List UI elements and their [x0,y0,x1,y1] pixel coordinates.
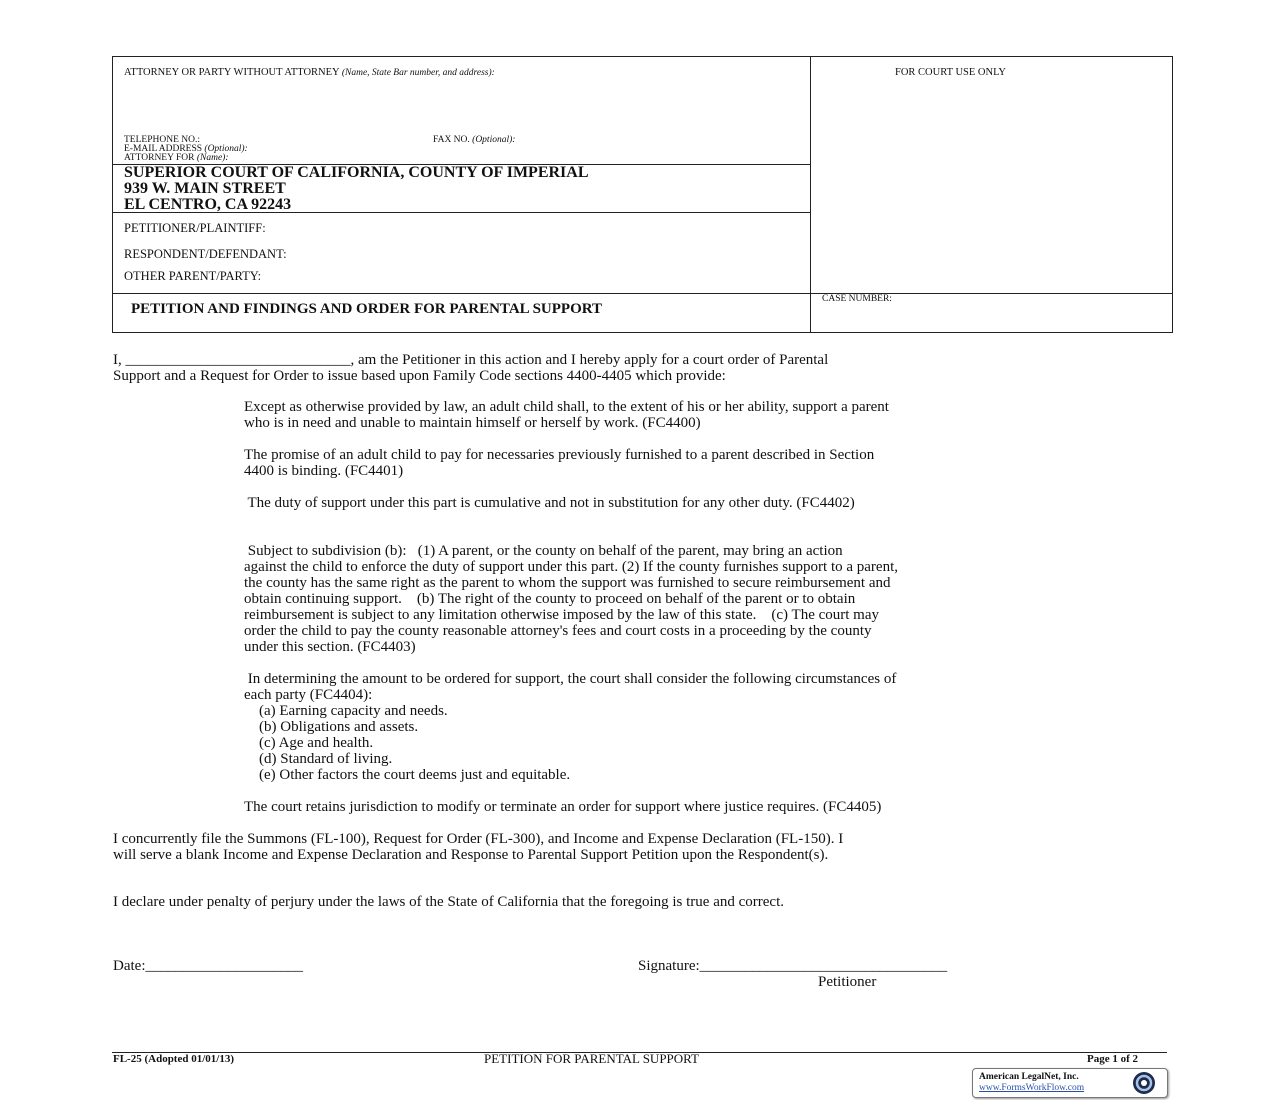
fc4404-item-c: (c) Age and health. [259,735,374,751]
court-street: 939 W. MAIN STREET [124,180,286,197]
court-city: EL CENTRO, CA 92243 [124,196,292,213]
fc4404-line-1: In determining the amount to be ordered for support, the court shall consider the following circumstances of [244,671,897,687]
case-number-label: CASE NUMBER: [822,294,892,304]
fc4404-line-2: each party (FC4404): [244,687,373,703]
vendor-logo-icon [1131,1070,1157,1096]
form-title: PETITION AND FINDINGS AND ORDER FOR PARENTAL SUPPORT [131,301,603,317]
fc4401-line-2: 4400 is binding. (FC4401) [244,463,404,479]
form-id: FL-25 (Adopted 01/01/13) [113,1053,234,1065]
fc4400-line-1: Except as otherwise provided by law, an adult child shall, to the extent of his or her ability, support a parent [244,399,889,415]
fc4404-item-e: (e) Other factors the court deems just and equitable. [259,767,571,783]
declaration: I declare under penalty of perjury under the laws of the State of California that the foregoing is true and correct. [113,894,784,910]
date-field[interactable]: Date:_____________________ [113,958,303,974]
attorney-label: ATTORNEY OR PARTY WITHOUT ATTORNEY [124,67,340,78]
concurrent-line-2: will serve a blank Income and Expense Declaration and Response to Parental Support Petition upon the Respondent(s). [113,847,829,863]
email-hint: (Optional): [204,144,248,154]
respondent-label: RESPONDENT/DEFENDANT: [124,247,287,261]
signature-field[interactable]: Signature:_________________________________ [638,958,948,974]
email-label: E-MAIL ADDRESS [124,144,203,154]
fax-hint: (Optional): [472,135,516,145]
fc4403-line-1: Subject to subdivision (b): (1) A parent, or the county on behalf of the parent, may bring an action [244,543,843,559]
intro-line-1: I, ______________________________, am the Petitioner in this action and I hereby apply for a court order of Parental [113,352,829,368]
fc4403-line-7: under this section. (FC4403) [244,639,416,655]
other-party-label: OTHER PARENT/PARTY: [124,269,262,283]
court-name: SUPERIOR COURT OF CALIFORNIA, COUNTY OF IMPERIAL [124,164,589,181]
fc4404-item-d: (d) Standard of living. [259,751,393,767]
attorney-label-row [124,67,495,78]
page-number: Page 1 of 2 [1087,1053,1139,1065]
attorney-for-hint: (Name): [196,153,229,163]
fc4401-line-1: The promise of an adult child to pay for necessaries previously furnished to a parent described in Section [244,447,875,463]
attorney-for-label: ATTORNEY FOR [124,153,195,163]
fax-label-row [433,136,515,145]
fc4403-line-6: order the child to pay the county reasonable attorney's fees and court costs in a proceeding by the county [244,623,872,639]
petitioner-caption: Petitioner [818,974,877,990]
petitioner-label: PETITIONER/PLAINTIFF: [124,221,266,235]
fc4403-line-2: against the child to enforce the duty of support under this part. (2) If the county furnishes support to a parent, [244,559,898,575]
fc4404-item-a: (a) Earning capacity and needs. [259,703,448,719]
concurrent-line-1: I concurrently file the Summons (FL-100), Request for Order (FL-300), and Income and Expense Declaration (FL-150). I [113,831,844,847]
attorney-for-row [124,154,229,163]
telephone-label: TELEPHONE NO.: [124,135,200,145]
vendor-badge[interactable] [972,1068,1168,1098]
court-use-label: FOR COURT USE ONLY [895,67,1007,78]
fc4404-item-b: (b) Obligations and assets. [259,719,419,735]
fc4403-line-5: reimbursement is subject to any limitation otherwise imposed by the law of this state. (c) The court may [244,607,879,623]
fc4405: The court retains jurisdiction to modify or terminate an order for support where justice requires. (FC4405) [244,799,882,815]
vendor-url[interactable]: www.FormsWorkFlow.com [979,1083,1085,1093]
intro-line-2: Support and a Request for Order to issue based upon Family Code sections 4400-4405 which provide: [113,368,726,384]
fc4403-line-4: obtain continuing support. (b) The right of the county to proceed on behalf of the parent or to obtain [244,591,856,607]
fc4402: The duty of support under this part is cumulative and not in substitution for any other duty. (FC4402) [244,495,855,511]
footer-title: PETITION FOR PARENTAL SUPPORT [484,1051,699,1066]
fax-label: FAX NO. [433,135,470,145]
fc4403-line-3: the county has the same right as the parent to whom the support was furnished to secure reimbursement and [244,575,891,591]
fc4400-line-2: who is in need and unable to maintain himself or herself by work. (FC4400) [244,415,701,431]
vendor-name: American LegalNet, Inc. [979,1072,1079,1082]
attorney-hint: (Name, State Bar number, and address): [341,68,495,78]
